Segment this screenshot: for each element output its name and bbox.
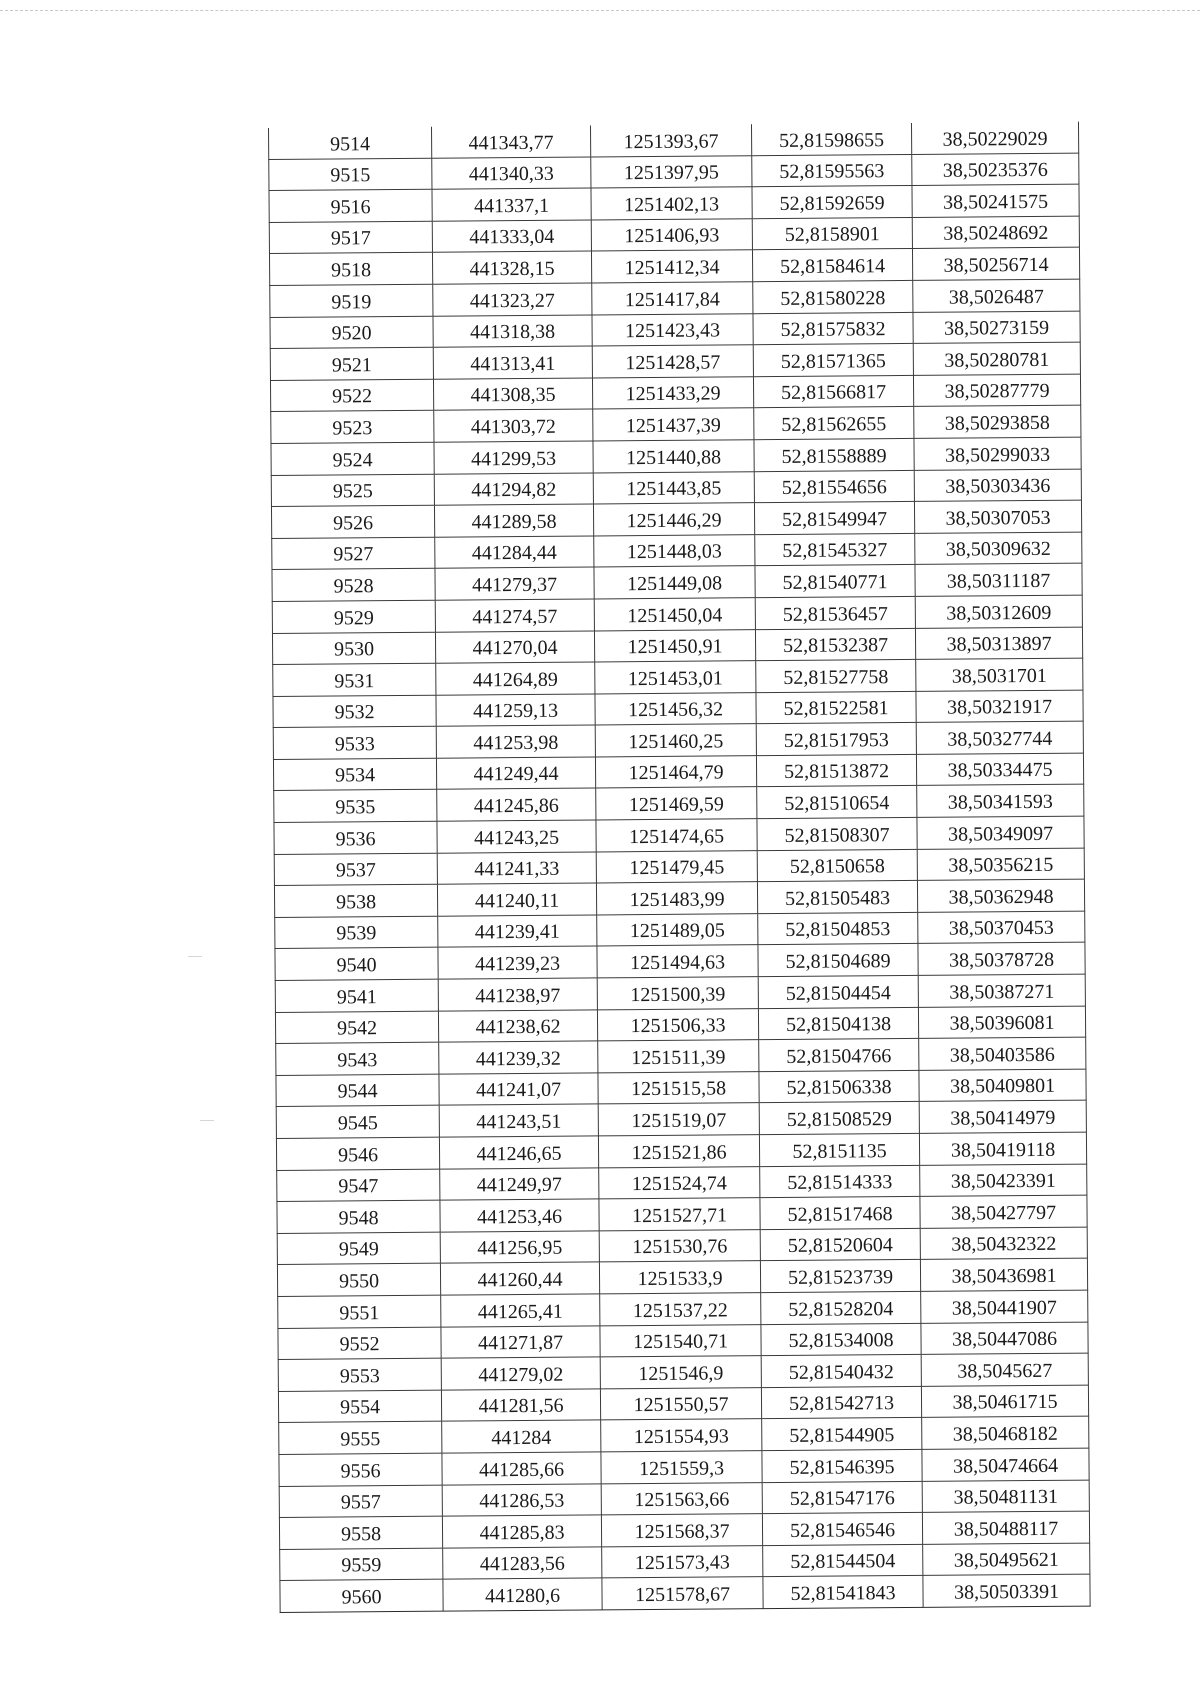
longitude-cell: 38,50287779 bbox=[913, 374, 1080, 407]
coord-y-cell: 1251530,76 bbox=[599, 1229, 760, 1262]
coord-y-cell: 1251494,63 bbox=[597, 945, 758, 978]
coord-x-cell: 441245,86 bbox=[437, 788, 596, 821]
table-row bbox=[280, 1574, 1090, 1612]
latitude-cell: 52,81523739 bbox=[760, 1260, 920, 1293]
coord-x-cell: 441299,53 bbox=[434, 441, 593, 474]
longitude-cell: 38,50370453 bbox=[918, 911, 1085, 944]
longitude-cell: 38,5026487 bbox=[913, 279, 1080, 312]
point-number-cell: 9542 bbox=[275, 1011, 438, 1044]
coord-x-cell: 441238,97 bbox=[438, 978, 597, 1011]
point-number-cell: 9526 bbox=[271, 505, 434, 538]
latitude-cell: 52,81549947 bbox=[754, 502, 914, 535]
longitude-cell: 38,50293858 bbox=[914, 405, 1081, 438]
longitude-cell: 38,50396081 bbox=[918, 1006, 1085, 1039]
point-number-cell: 9553 bbox=[278, 1358, 441, 1391]
point-number-cell: 9552 bbox=[278, 1327, 441, 1360]
coord-y-cell: 1251527,71 bbox=[599, 1198, 760, 1231]
longitude-cell: 38,50307053 bbox=[914, 500, 1081, 533]
coord-y-cell: 1251448,03 bbox=[594, 534, 755, 567]
coord-y-cell: 1251449,08 bbox=[594, 566, 755, 599]
latitude-cell: 52,81544504 bbox=[763, 1544, 923, 1577]
longitude-cell: 38,50248692 bbox=[912, 216, 1079, 249]
coord-y-cell: 1251440,88 bbox=[593, 440, 754, 473]
latitude-cell: 52,81571365 bbox=[753, 344, 913, 377]
longitude-cell: 38,50403586 bbox=[919, 1037, 1086, 1070]
coord-x-cell: 441274,57 bbox=[435, 599, 594, 632]
point-number-cell: 9554 bbox=[278, 1390, 441, 1423]
point-number-cell: 9538 bbox=[274, 884, 437, 917]
coord-y-cell: 1251393,67 bbox=[590, 124, 751, 156]
latitude-cell: 52,81517953 bbox=[756, 723, 916, 756]
point-number-cell: 9551 bbox=[278, 1295, 441, 1328]
coord-x-cell: 441265,41 bbox=[441, 1294, 600, 1327]
coord-y-cell: 1251453,01 bbox=[595, 661, 756, 694]
latitude-cell: 52,81504454 bbox=[758, 975, 918, 1008]
longitude-cell: 38,5045627 bbox=[921, 1353, 1088, 1386]
coord-y-cell: 1251506,33 bbox=[597, 1008, 758, 1041]
longitude-cell: 38,50427797 bbox=[920, 1195, 1087, 1228]
latitude-cell: 52,8151135 bbox=[759, 1133, 919, 1166]
coord-x-cell: 441241,33 bbox=[437, 852, 596, 885]
point-number-cell: 9549 bbox=[277, 1232, 440, 1265]
point-number-cell: 9527 bbox=[272, 537, 435, 570]
coord-x-cell: 441241,07 bbox=[439, 1073, 598, 1106]
latitude-cell: 52,81598655 bbox=[751, 123, 911, 155]
longitude-cell: 38,50447086 bbox=[921, 1322, 1088, 1355]
point-number-cell: 9528 bbox=[272, 569, 435, 602]
point-number-cell: 9535 bbox=[274, 790, 437, 823]
point-number-cell: 9519 bbox=[270, 284, 433, 317]
point-number-cell: 9516 bbox=[269, 189, 432, 222]
coord-x-cell: 441239,32 bbox=[439, 1041, 598, 1074]
coord-x-cell: 441318,38 bbox=[433, 315, 592, 348]
longitude-cell: 38,50474664 bbox=[922, 1448, 1089, 1481]
coord-y-cell: 1251519,07 bbox=[598, 1103, 759, 1136]
coord-y-cell: 1251437,39 bbox=[593, 408, 754, 441]
longitude-cell: 38,50378728 bbox=[918, 943, 1085, 976]
latitude-cell: 52,81540771 bbox=[755, 565, 915, 598]
latitude-cell: 52,81504689 bbox=[758, 944, 918, 977]
point-number-cell: 9521 bbox=[270, 347, 433, 380]
latitude-cell: 52,81534008 bbox=[761, 1323, 921, 1356]
coord-x-cell: 441243,25 bbox=[437, 820, 596, 853]
coord-y-cell: 1251450,04 bbox=[594, 598, 755, 631]
point-number-cell: 9544 bbox=[276, 1074, 439, 1107]
coord-y-cell: 1251443,85 bbox=[593, 471, 754, 504]
latitude-cell: 52,81584614 bbox=[752, 249, 912, 282]
latitude-cell: 52,8150658 bbox=[757, 849, 917, 882]
longitude-cell: 38,50481131 bbox=[922, 1480, 1089, 1513]
coord-y-cell: 1251460,25 bbox=[595, 724, 756, 757]
coordinates-table bbox=[268, 122, 1091, 1613]
point-number-cell: 9539 bbox=[275, 916, 438, 949]
coord-x-cell: 441328,15 bbox=[432, 251, 591, 284]
coord-y-cell: 1251511,39 bbox=[598, 1040, 759, 1073]
coordinates-table-container bbox=[268, 122, 1090, 1613]
longitude-cell: 38,50414979 bbox=[919, 1101, 1086, 1134]
coord-x-cell: 441238,62 bbox=[438, 1010, 597, 1043]
coord-x-cell: 441337,1 bbox=[432, 188, 591, 221]
coord-y-cell: 1251428,57 bbox=[592, 345, 753, 378]
latitude-cell: 52,81595563 bbox=[752, 154, 912, 187]
coord-x-cell: 441323,27 bbox=[433, 283, 592, 316]
coord-x-cell: 441253,98 bbox=[436, 725, 595, 758]
latitude-cell: 52,81558889 bbox=[754, 438, 914, 471]
coord-x-cell: 441243,51 bbox=[439, 1104, 598, 1137]
longitude-cell: 38,50334475 bbox=[916, 753, 1083, 786]
scan-top-edge bbox=[0, 10, 1200, 11]
point-number-cell: 9525 bbox=[271, 474, 434, 507]
coord-y-cell: 1251469,59 bbox=[596, 787, 757, 820]
latitude-cell: 52,81504766 bbox=[759, 1039, 919, 1072]
coord-y-cell: 1251423,43 bbox=[592, 313, 753, 346]
latitude-cell: 52,81540432 bbox=[761, 1355, 921, 1388]
latitude-cell: 52,81508529 bbox=[759, 1102, 919, 1135]
coord-x-cell: 441239,23 bbox=[438, 946, 597, 979]
latitude-cell: 52,81505483 bbox=[757, 881, 917, 914]
coord-y-cell: 1251489,05 bbox=[597, 914, 758, 947]
latitude-cell: 52,81562655 bbox=[754, 407, 914, 440]
point-number-cell: 9559 bbox=[280, 1548, 443, 1581]
longitude-cell: 38,50468182 bbox=[922, 1416, 1089, 1449]
point-number-cell: 9520 bbox=[270, 316, 433, 349]
coord-x-cell: 441313,41 bbox=[433, 346, 592, 379]
coord-y-cell: 1251568,37 bbox=[601, 1514, 762, 1547]
latitude-cell: 52,81520604 bbox=[760, 1228, 920, 1261]
coord-x-cell: 441259,13 bbox=[436, 694, 595, 727]
longitude-cell: 38,50280781 bbox=[913, 342, 1080, 375]
coord-x-cell: 441240,11 bbox=[437, 883, 596, 916]
longitude-cell: 38,50436981 bbox=[920, 1258, 1087, 1291]
latitude-cell: 52,81546546 bbox=[762, 1513, 922, 1546]
scan-mark bbox=[188, 956, 202, 957]
longitude-cell: 38,50349097 bbox=[917, 816, 1084, 849]
latitude-cell: 52,81504853 bbox=[758, 912, 918, 945]
point-number-cell: 9531 bbox=[273, 663, 436, 696]
coord-y-cell: 1251397,95 bbox=[591, 155, 752, 188]
coord-x-cell: 441249,44 bbox=[436, 757, 595, 790]
longitude-cell: 38,50256714 bbox=[912, 248, 1079, 281]
point-number-cell: 9555 bbox=[279, 1422, 442, 1455]
coord-y-cell: 1251533,9 bbox=[599, 1261, 760, 1294]
coord-y-cell: 1251464,79 bbox=[595, 756, 756, 789]
coord-x-cell: 441280,6 bbox=[443, 1578, 602, 1611]
point-number-cell: 9534 bbox=[273, 758, 436, 791]
coord-y-cell: 1251540,71 bbox=[600, 1324, 761, 1357]
latitude-cell: 52,81547176 bbox=[762, 1481, 922, 1514]
coord-y-cell: 1251524,74 bbox=[599, 1166, 760, 1199]
coord-x-cell: 441264,89 bbox=[436, 662, 595, 695]
coord-y-cell: 1251412,34 bbox=[591, 250, 752, 283]
latitude-cell: 52,81532387 bbox=[755, 628, 915, 661]
longitude-cell: 38,50312609 bbox=[915, 595, 1082, 628]
point-number-cell: 9545 bbox=[276, 1106, 439, 1139]
longitude-cell: 38,5031701 bbox=[916, 658, 1083, 691]
longitude-cell: 38,50441907 bbox=[921, 1290, 1088, 1323]
point-number-cell: 9523 bbox=[271, 411, 434, 444]
latitude-cell: 52,81508307 bbox=[757, 817, 917, 850]
coord-x-cell: 441249,97 bbox=[440, 1168, 599, 1201]
coord-x-cell: 441260,44 bbox=[440, 1262, 599, 1295]
point-number-cell: 9546 bbox=[276, 1137, 439, 1170]
coord-y-cell: 1251402,13 bbox=[591, 187, 752, 220]
coord-x-cell: 441281,56 bbox=[441, 1389, 600, 1422]
point-number-cell: 9532 bbox=[273, 695, 436, 728]
coord-x-cell: 441333,04 bbox=[432, 220, 591, 253]
point-number-cell: 9560 bbox=[280, 1579, 443, 1612]
coord-y-cell: 1251450,91 bbox=[594, 629, 755, 662]
point-number-cell: 9537 bbox=[274, 853, 437, 886]
longitude-cell: 38,50362948 bbox=[917, 879, 1084, 912]
latitude-cell: 52,81575832 bbox=[753, 312, 913, 345]
point-number-cell: 9524 bbox=[271, 442, 434, 475]
point-number-cell: 9557 bbox=[279, 1485, 442, 1518]
coord-y-cell: 1251433,29 bbox=[592, 376, 753, 409]
coord-y-cell: 1251500,39 bbox=[597, 977, 758, 1010]
longitude-cell: 38,50303436 bbox=[914, 469, 1081, 502]
longitude-cell: 38,50309632 bbox=[915, 532, 1082, 565]
point-number-cell: 9514 bbox=[268, 127, 431, 159]
coord-x-cell: 441343,77 bbox=[431, 125, 590, 157]
coord-x-cell: 441256,95 bbox=[440, 1231, 599, 1264]
point-number-cell: 9547 bbox=[277, 1169, 440, 1202]
coord-x-cell: 441271,87 bbox=[441, 1325, 600, 1358]
longitude-cell: 38,50495621 bbox=[923, 1543, 1090, 1576]
latitude-cell: 52,81528204 bbox=[761, 1291, 921, 1324]
longitude-cell: 38,50503391 bbox=[923, 1574, 1090, 1607]
coord-y-cell: 1251417,84 bbox=[592, 282, 753, 315]
coord-y-cell: 1251578,67 bbox=[602, 1577, 763, 1610]
coord-x-cell: 441284,44 bbox=[435, 536, 594, 569]
latitude-cell: 52,81536457 bbox=[755, 596, 915, 629]
longitude-cell: 38,50423391 bbox=[920, 1164, 1087, 1197]
coord-x-cell: 441285,83 bbox=[442, 1515, 601, 1548]
scan-mark bbox=[200, 1120, 214, 1121]
point-number-cell: 9522 bbox=[270, 379, 433, 412]
coord-x-cell: 441284 bbox=[442, 1420, 601, 1453]
latitude-cell: 52,8158901 bbox=[752, 217, 912, 250]
coord-y-cell: 1251563,66 bbox=[601, 1482, 762, 1515]
coord-x-cell: 441340,33 bbox=[432, 157, 591, 190]
longitude-cell: 38,50299033 bbox=[914, 437, 1081, 470]
longitude-cell: 38,50273159 bbox=[913, 311, 1080, 344]
latitude-cell: 52,81527758 bbox=[756, 660, 916, 693]
longitude-cell: 38,50229029 bbox=[911, 122, 1078, 154]
longitude-cell: 38,50409801 bbox=[919, 1069, 1086, 1102]
coord-y-cell: 1251483,99 bbox=[596, 882, 757, 915]
longitude-cell: 38,50419118 bbox=[919, 1132, 1086, 1165]
latitude-cell: 52,81546395 bbox=[762, 1449, 922, 1482]
coord-x-cell: 441286,53 bbox=[442, 1483, 601, 1516]
coord-x-cell: 441285,66 bbox=[442, 1452, 601, 1485]
latitude-cell: 52,81517468 bbox=[760, 1197, 920, 1230]
latitude-cell: 52,81506338 bbox=[759, 1070, 919, 1103]
coord-y-cell: 1251474,65 bbox=[596, 819, 757, 852]
longitude-cell: 38,50432322 bbox=[920, 1227, 1087, 1260]
point-number-cell: 9540 bbox=[275, 948, 438, 981]
latitude-cell: 52,81514333 bbox=[760, 1165, 920, 1198]
point-number-cell: 9543 bbox=[276, 1042, 439, 1075]
point-number-cell: 9533 bbox=[273, 726, 436, 759]
coord-x-cell: 441289,58 bbox=[434, 504, 593, 537]
coord-x-cell: 441308,35 bbox=[433, 378, 592, 411]
latitude-cell: 52,81542713 bbox=[761, 1386, 921, 1419]
longitude-cell: 38,50387271 bbox=[918, 974, 1085, 1007]
point-number-cell: 9515 bbox=[269, 158, 432, 191]
coord-y-cell: 1251406,93 bbox=[591, 218, 752, 251]
coord-x-cell: 441283,56 bbox=[443, 1547, 602, 1580]
coord-x-cell: 441303,72 bbox=[434, 409, 593, 442]
longitude-cell: 38,50313897 bbox=[915, 627, 1082, 660]
latitude-cell: 52,81510654 bbox=[757, 786, 917, 819]
latitude-cell: 52,81544905 bbox=[762, 1418, 922, 1451]
coord-y-cell: 1251479,45 bbox=[596, 850, 757, 883]
point-number-cell: 9548 bbox=[277, 1200, 440, 1233]
coord-y-cell: 1251554,93 bbox=[601, 1419, 762, 1452]
point-number-cell: 9556 bbox=[279, 1453, 442, 1486]
latitude-cell: 52,81554656 bbox=[754, 470, 914, 503]
longitude-cell: 38,50341593 bbox=[917, 785, 1084, 818]
coord-x-cell: 441253,46 bbox=[440, 1199, 599, 1232]
latitude-cell: 52,81592659 bbox=[752, 186, 912, 219]
coordinates-table-body bbox=[268, 122, 1090, 1613]
latitude-cell: 52,81522581 bbox=[756, 691, 916, 724]
point-number-cell: 9541 bbox=[275, 979, 438, 1012]
longitude-cell: 38,50311187 bbox=[915, 563, 1082, 596]
coord-y-cell: 1251515,58 bbox=[598, 1071, 759, 1104]
latitude-cell: 52,81541843 bbox=[763, 1576, 923, 1609]
coord-x-cell: 441270,04 bbox=[435, 630, 594, 663]
longitude-cell: 38,50488117 bbox=[922, 1511, 1089, 1544]
longitude-cell: 38,50235376 bbox=[912, 153, 1079, 186]
coord-x-cell: 441246,65 bbox=[439, 1136, 598, 1169]
point-number-cell: 9518 bbox=[269, 253, 432, 286]
coord-y-cell: 1251559,3 bbox=[601, 1451, 762, 1484]
longitude-cell: 38,50321917 bbox=[916, 690, 1083, 723]
coord-y-cell: 1251573,43 bbox=[602, 1545, 763, 1578]
coord-x-cell: 441239,41 bbox=[438, 915, 597, 948]
point-number-cell: 9517 bbox=[269, 221, 432, 254]
longitude-cell: 38,50241575 bbox=[912, 184, 1079, 217]
coord-y-cell: 1251537,22 bbox=[600, 1293, 761, 1326]
coord-y-cell: 1251550,57 bbox=[600, 1387, 761, 1420]
point-number-cell: 9536 bbox=[274, 821, 437, 854]
longitude-cell: 38,50356215 bbox=[917, 848, 1084, 881]
coord-y-cell: 1251456,32 bbox=[595, 692, 756, 725]
latitude-cell: 52,81504138 bbox=[758, 1007, 918, 1040]
point-number-cell: 9558 bbox=[279, 1516, 442, 1549]
coord-y-cell: 1251446,29 bbox=[593, 503, 754, 536]
coord-y-cell: 1251546,9 bbox=[600, 1356, 761, 1389]
coord-x-cell: 441279,02 bbox=[441, 1357, 600, 1390]
point-number-cell: 9529 bbox=[272, 600, 435, 633]
latitude-cell: 52,81580228 bbox=[753, 280, 913, 313]
coord-y-cell: 1251521,86 bbox=[598, 1135, 759, 1168]
latitude-cell: 52,81566817 bbox=[753, 375, 913, 408]
longitude-cell: 38,50461715 bbox=[921, 1385, 1088, 1418]
latitude-cell: 52,81545327 bbox=[755, 533, 915, 566]
latitude-cell: 52,81513872 bbox=[756, 754, 916, 787]
point-number-cell: 9550 bbox=[277, 1264, 440, 1297]
coord-x-cell: 441294,82 bbox=[434, 472, 593, 505]
longitude-cell: 38,50327744 bbox=[916, 721, 1083, 754]
coord-x-cell: 441279,37 bbox=[435, 567, 594, 600]
point-number-cell: 9530 bbox=[272, 632, 435, 665]
